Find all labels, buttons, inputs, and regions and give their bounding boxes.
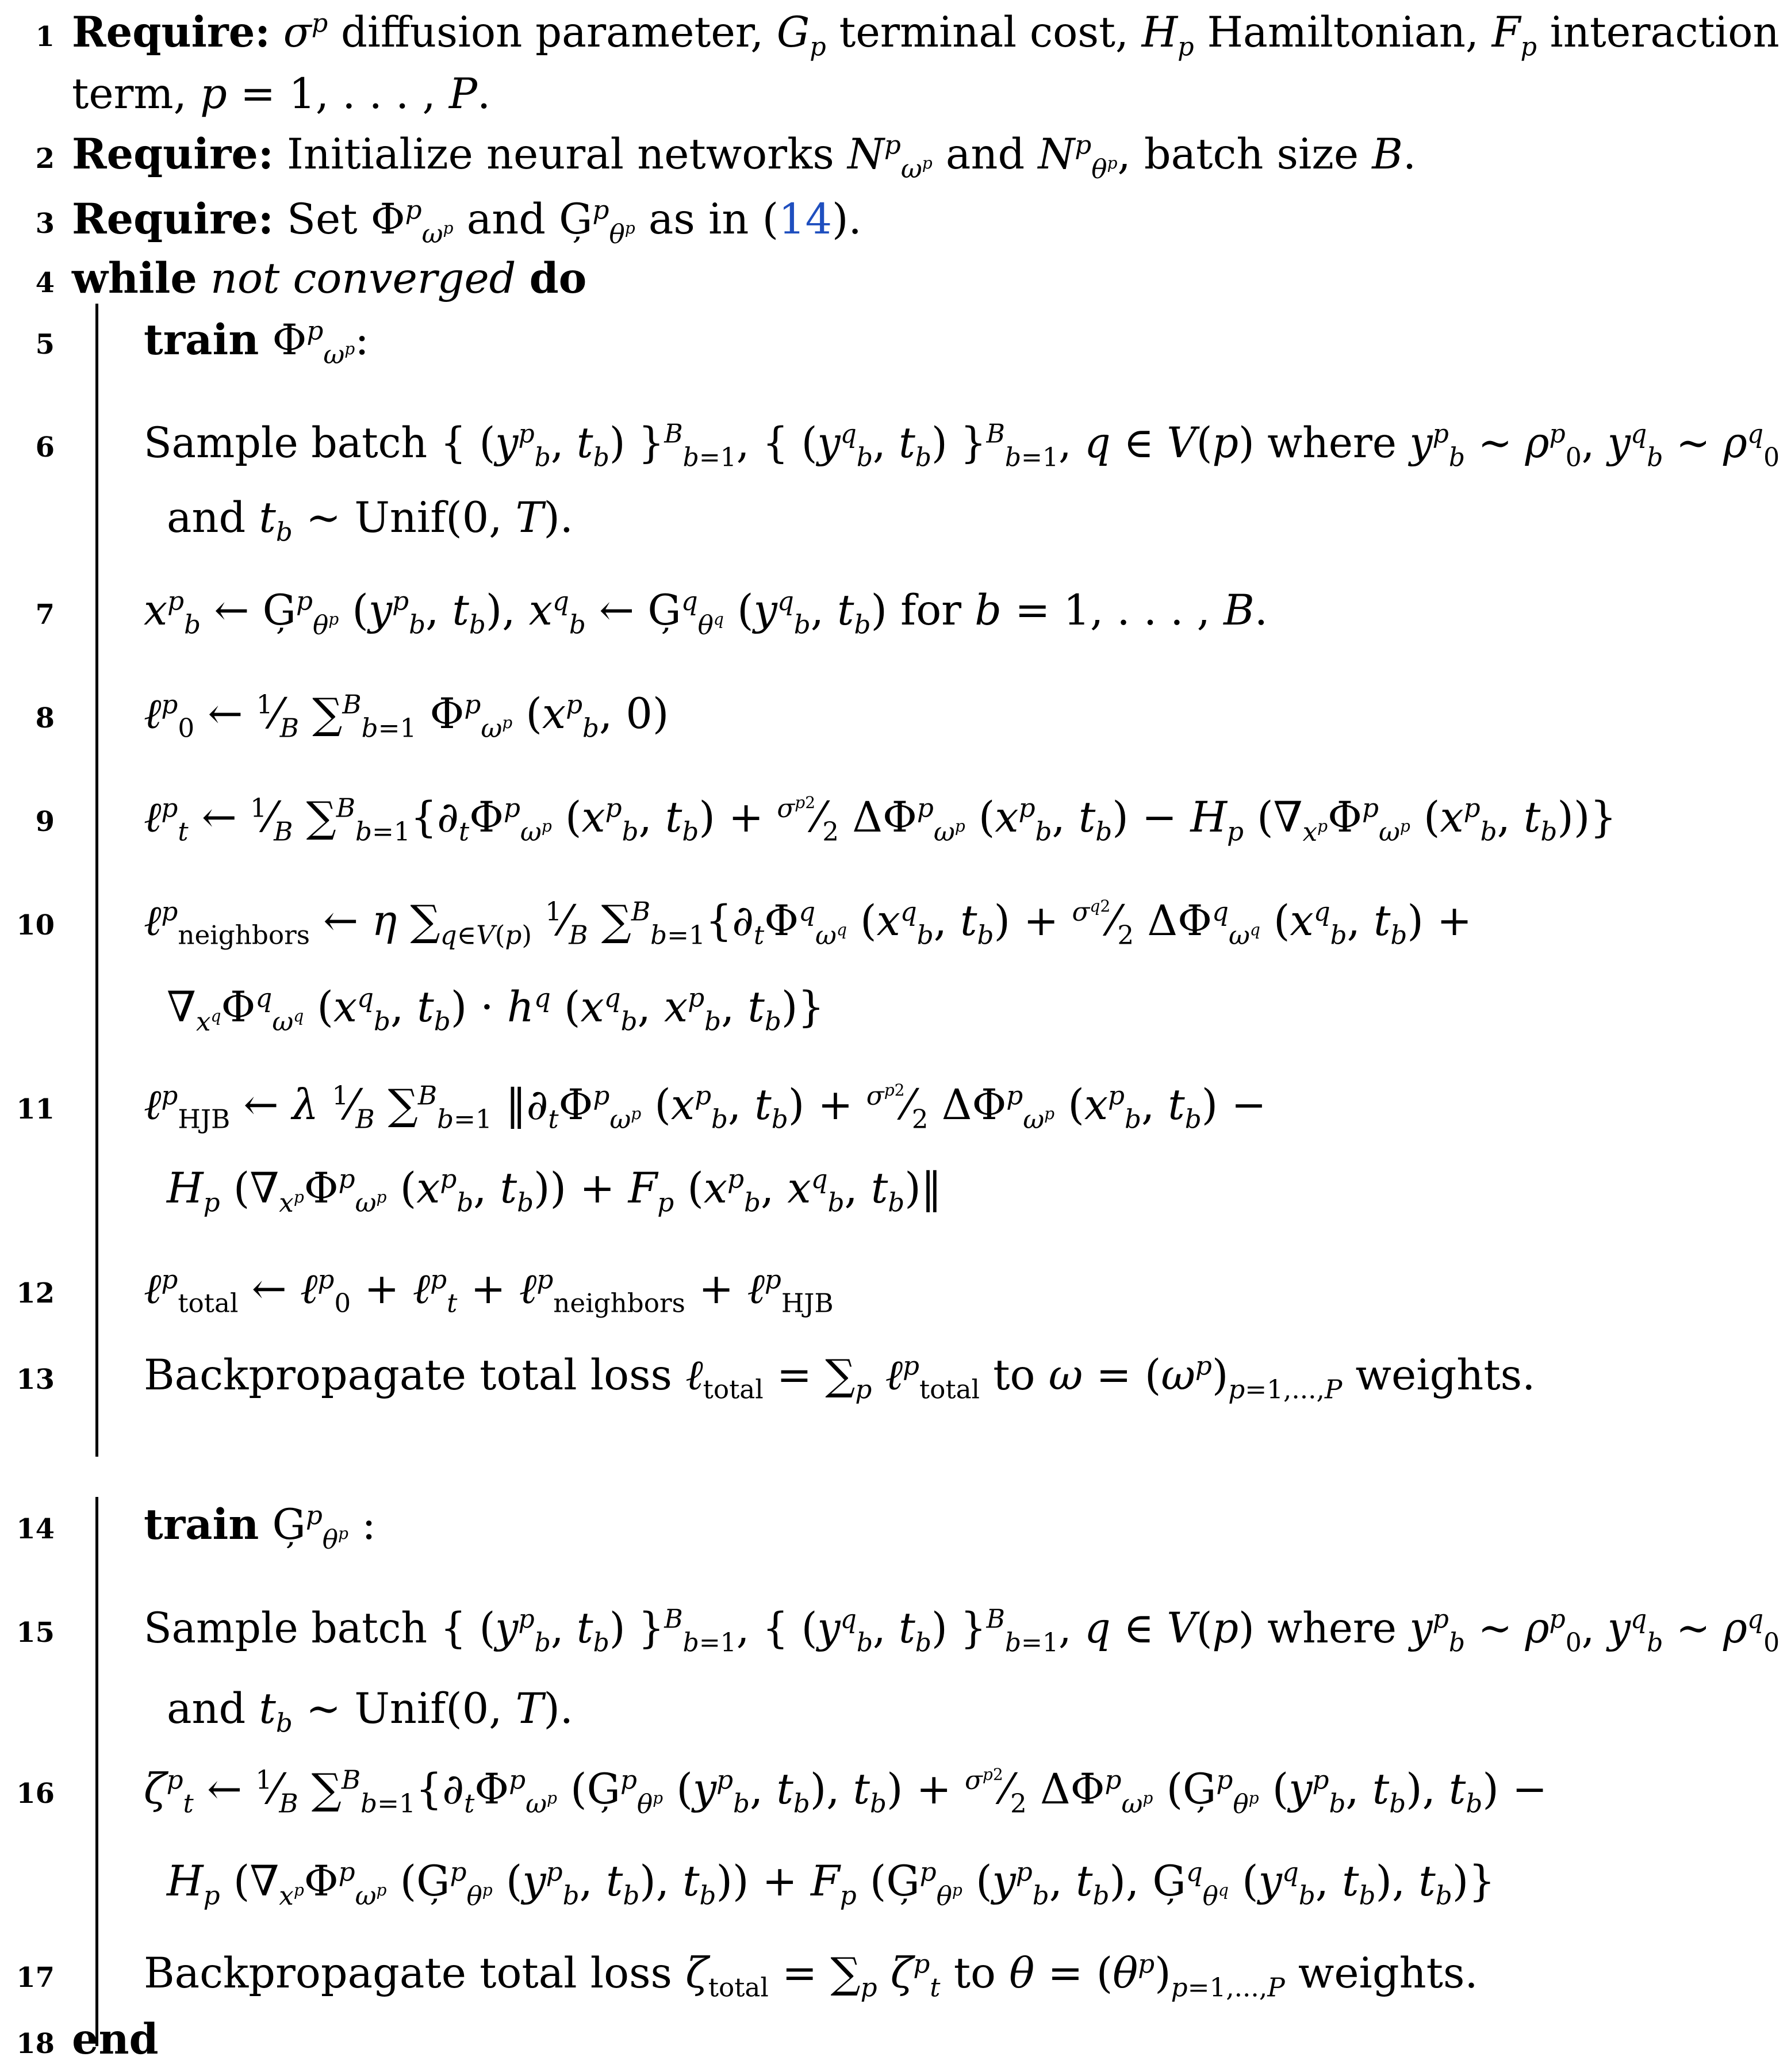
- line-continuation: $\nabla_{x^q}\Phi^q_{\omega^q}$ ($x^q_b$, $t_b) \cdot h^q$ ($x^q_b$, $x^p_b$, $t_b$)}: [167, 982, 824, 1037]
- line-number: 5: [35, 328, 55, 361]
- line-text: Sample batch { ($y^p_b$, $t_b$) }$^B_{b=1}$, { ($y^q_b$, $t_b$) }$^B_{b=1}$, q ∈ V(p) where $y^p_b$ ∼ $\rho^p_0$, $y^q_b$ ∼ $\rho^q_0$: [144, 418, 1780, 473]
- line-number: 15: [16, 1617, 55, 1649]
- line-text: ℓ$^p_{HJB}$ ← λ $^1⁄_B$ ∑$^B_{b=1}$ $‖\partial_t\Phi^p_{\omega^p}$ ($x^p_b$, $t_b$) + $^{\sigma^{p2}}⁄_2$ $\Delta\Phi^p_{\omega^p}$ ($x^p_b$, $t_b$) −: [144, 1080, 1267, 1135]
- line-text: end: [72, 2014, 159, 2064]
- line-text: Require: Set $\Phi^p_{\omega^p}$ and $Ģ^p_{\theta^p}$ as in (14).: [72, 194, 862, 249]
- loop-body-rule: [95, 304, 98, 1457]
- line-number: 11: [16, 1093, 55, 1125]
- line-text: while not converged do: [72, 254, 587, 303]
- line-number: 17: [16, 1962, 55, 1994]
- line-text: Require: Initialize neural networks $N^p_{\omega^p}$ and $N^p_{\theta^p}$, batch size B.: [72, 129, 1417, 184]
- line-continuation: term, p = 1, . . . , P.: [72, 70, 491, 118]
- line-number: 9: [35, 806, 55, 838]
- line-number: 1: [35, 21, 55, 53]
- line-text: Sample batch { ($y^p_b$, $t_b$) }$^B_{b=1}$, { ($y^q_b$, $t_b$) }$^B_{b=1}$, q ∈ V(p) where $y^p_b$ ∼ $\rho^p_0$, $y^q_b$ ∼ $\rho^q_0$: [144, 1603, 1780, 1658]
- line-number: 12: [16, 1277, 55, 1309]
- line-number: 3: [35, 208, 55, 240]
- line-text: train $\Phi^p_{\omega^p}$:: [144, 315, 369, 370]
- line-text: ℓ$^p_t$ ← $^1⁄_B$ $\sum^B_{b=1}\{\partial_t\Phi^p_{\omega^p}$ ($x^p_b$, $t_b$) + $^{\sigma^{p2}}⁄_2$ $\Delta\Phi^p_{\omega^p}$ ($x^p_b$, $t_b) - H_p$ ($\nabla_{x^p}\Phi^p_{\omega^p}$ ($x^p_b$, $t_b$))}: [144, 792, 1617, 847]
- line-text: Backpropagate total loss ℓ$_{total}$ = $\sum_p$ ℓ$^p_{total}$ to $\omega = (\omega^p)_{p=1,...,P}$ weights.: [144, 1350, 1536, 1405]
- line-text: ℓ$^p_0$ ← $^1⁄_B$ ∑$^B_{b=1}$ $\Phi^p_{\omega^p}$ ($x^p_b$, 0): [144, 689, 669, 744]
- line-number: 13: [16, 1364, 55, 1396]
- line-number: 4: [35, 267, 55, 299]
- line-text: train $Ģ^p_{\theta^p}$ :: [144, 1500, 376, 1554]
- line-continuation: and $t_b$ ∼ Unif(0, T).: [167, 493, 573, 547]
- line-number: 6: [35, 431, 55, 464]
- line-text: $\zeta^p_t$ ← $^1⁄_B$ $\sum^B_{b=1}\{\partial_t\Phi^p_{\omega^p}$ ($Ģ^p_{\theta^p}$ ($y^p_b$, $t_b$), $t_b$) + $^{\sigma^{p2}}⁄_2$ $\Delta\Phi^p_{\omega^p}$ ($Ģ^p_{\theta^p}$ ($y^p_b$, $t_b$), $t_b$) −: [144, 1764, 1548, 1819]
- line-number: 8: [35, 702, 55, 734]
- line-text: Require: $\sigma^p$ diffusion parameter, $G_p$ terminal cost, $H_p$ Hamiltonian, $F_p$ interaction: [72, 7, 1780, 62]
- line-text: $x^p_b$ ← $Ģ^p_{\theta^p}$ ($y^p_b$, $t_b$), $x^q_b$ ← $Ģ^q_{\theta^q}$ ($y^q_b$, $t_b$) for b = 1, . . . , B.: [144, 585, 1268, 640]
- line-number: 7: [35, 599, 55, 631]
- line-text: ℓ$^p_{total}$ ← ℓ$^p_0$ + ℓ$^p_t$ + ℓ$^p_{neighbors}$ + ℓ$^p_{HJB}$: [144, 1264, 834, 1319]
- line-text: Backpropagate total loss $\zeta_{total} = \sum_p$ $\zeta^p_t$ to $\theta = (\theta^p)_{p=1,...,P}$ weights.: [144, 1948, 1478, 2003]
- line-text: ℓ$^p_{neighbors}$ ← η $\sum_{q\in V(p)}$ $^1⁄_B$ $\sum^B_{b=1}\{\partial_t\Phi^q_{\omega^q}$ ($x^q_b$, $t_b$) + $^{\sigma^{q2}}⁄_2$ $\Delta\Phi^q_{\omega^q}$ ($x^q_b$, $t_b$) +: [144, 896, 1472, 951]
- line-continuation: $H_p$ ($\nabla_{x^p}\Phi^p_{\omega^p}$ ($x^p_b$, $t_b)) + F_p$ ($x^p_b$, $x^q_b$, $t_b)‖$: [167, 1163, 942, 1218]
- line-number: 2: [35, 143, 55, 175]
- line-number: 16: [16, 1778, 55, 1810]
- line-continuation: and $t_b$ ∼ Unif(0, T).: [167, 1684, 573, 1738]
- line-number: 10: [16, 909, 55, 941]
- loop-body-rule: [95, 1497, 98, 2046]
- line-number: 14: [16, 1513, 55, 1545]
- line-number: 18: [16, 2028, 55, 2060]
- line-continuation: $H_p$ ($\nabla_{x^p}\Phi^p_{\omega^p}$ ($Ģ^p_{\theta^p}$ ($y^p_b$, $t_b$), $t_b)) + F_p$ ($Ģ^p_{\theta^p}$ ($y^p_b$, $t_b$), $Ģ^q_{\theta^q}$ ($y^q_b$, $t_b$), $t_b$)}: [167, 1856, 1495, 1911]
